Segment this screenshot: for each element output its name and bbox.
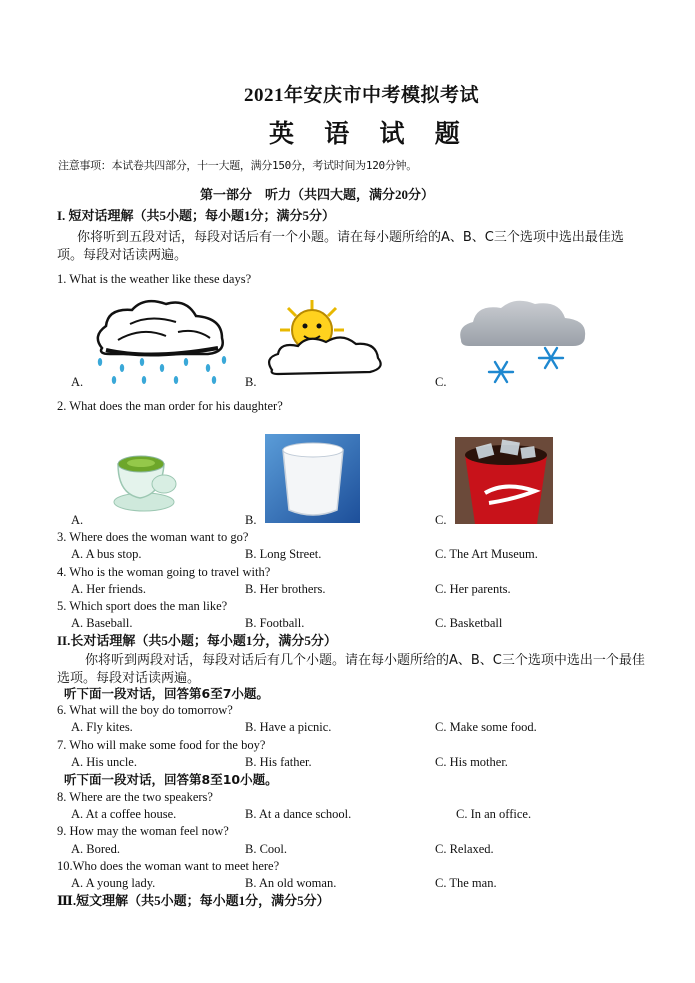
q8-option-c: C. In an office. <box>456 807 532 821</box>
q10-option-b: B. An old woman. <box>245 876 337 890</box>
q1-option-a: A. <box>71 375 84 389</box>
q4-stem: 4. Who is the woman going to travel with? <box>57 565 271 579</box>
cola-cup-icon <box>455 437 553 524</box>
q10-option-a: A. A young lady. <box>71 876 156 890</box>
rain-cloud-icon <box>90 296 230 386</box>
q5-option-b: B. Football. <box>245 616 305 630</box>
q2-option-c: C. <box>435 513 447 527</box>
q7-stem: 7. Who will make some food for the boy? <box>57 738 266 752</box>
green-tea-cup-icon <box>108 436 178 512</box>
q10-stem: 10.Who does the woman want to meet here? <box>57 859 280 873</box>
exam-notice: 注意事项：本试卷共四部分，十一大题，满分150分，考试时间为120分钟。 <box>58 159 417 172</box>
q5-stem: 5. Which sport does the man like? <box>57 599 228 613</box>
q8-option-b: B. At a dance school. <box>245 807 352 821</box>
milk-glass-icon <box>265 434 360 523</box>
exam-title: 2021年安庆市中考模拟考试 <box>244 85 480 106</box>
q10-option-c: C. The man. <box>435 876 497 890</box>
q2-stem: 2. What does the man order for his daughter? <box>57 399 283 413</box>
q2-option-a: A. <box>71 513 84 527</box>
q1-stem: 1. What is the weather like these days? <box>57 272 252 286</box>
part1-heading: 第一部分 听力（共四大题，满分20分） <box>200 187 435 202</box>
q3-stem: 3. Where does the woman want to go? <box>57 530 249 544</box>
section2-instruction: 你将听到两段对话，每段对话后有几个小题。请在每小题所给的A、B、C三个选项中选出一个最佳选项。每段对话读两遍。 <box>57 653 645 686</box>
section1-heading: I. 短对话理解（共5小题；每小题1分；满分5分） <box>57 208 336 223</box>
q6-option-c: C. Make some food. <box>435 720 537 734</box>
q5-option-a: A. Baseball. <box>71 616 133 630</box>
q9-option-c: C. Relaxed. <box>435 842 494 856</box>
group2-heading: 听下面一段对话，回答第8至10小题。 <box>64 772 278 787</box>
q1-option-b: B. <box>245 375 257 389</box>
q3-option-a: A. A bus stop. <box>71 547 142 561</box>
q8-stem: 8. Where are the two speakers? <box>57 790 213 804</box>
q3-option-c: C. The Art Museum. <box>435 547 538 561</box>
snow-cloud-icon <box>455 296 589 388</box>
section1-instruction: 你将听到五段对话，每段对话后有一个小题。请在每小题所给的A、B、C三个选项中选出最佳选项。每段对话读两遍。 <box>57 230 624 263</box>
q5-option-c: C. Basketball <box>435 616 503 630</box>
sun-cloud-icon <box>264 296 386 386</box>
q7-option-b: B. His father. <box>245 755 312 769</box>
section3-heading: Ⅲ.短文理解（共5小题；每小题1分，满分5分） <box>57 893 330 908</box>
q6-option-b: B. Have a picnic. <box>245 720 332 734</box>
q1-option-c: C. <box>435 375 447 389</box>
q4-option-a: A. Her friends. <box>71 582 146 596</box>
q6-stem: 6. What will the boy do tomorrow? <box>57 703 233 717</box>
q7-option-a: A. His uncle. <box>71 755 137 769</box>
q8-option-a: A. At a coffee house. <box>71 807 177 821</box>
q4-option-c: C. Her parents. <box>435 582 511 596</box>
q7-option-c: C. His mother. <box>435 755 508 769</box>
q3-option-b: B. Long Street. <box>245 547 322 561</box>
q2-option-b: B. <box>245 513 257 527</box>
section2-heading: II.长对话理解（共5小题；每小题1分，满分5分） <box>57 633 337 648</box>
group1-heading: 听下面一段对话，回答第6至7小题。 <box>64 686 269 701</box>
q6-option-a: A. Fly kites. <box>71 720 133 734</box>
subject-title: 英 语 试 题 <box>269 121 472 148</box>
q9-stem: 9. How may the woman feel now? <box>57 824 229 838</box>
q9-option-b: B. Cool. <box>245 842 288 856</box>
q4-option-b: B. Her brothers. <box>245 582 326 596</box>
q9-option-a: A. Bored. <box>71 842 120 856</box>
